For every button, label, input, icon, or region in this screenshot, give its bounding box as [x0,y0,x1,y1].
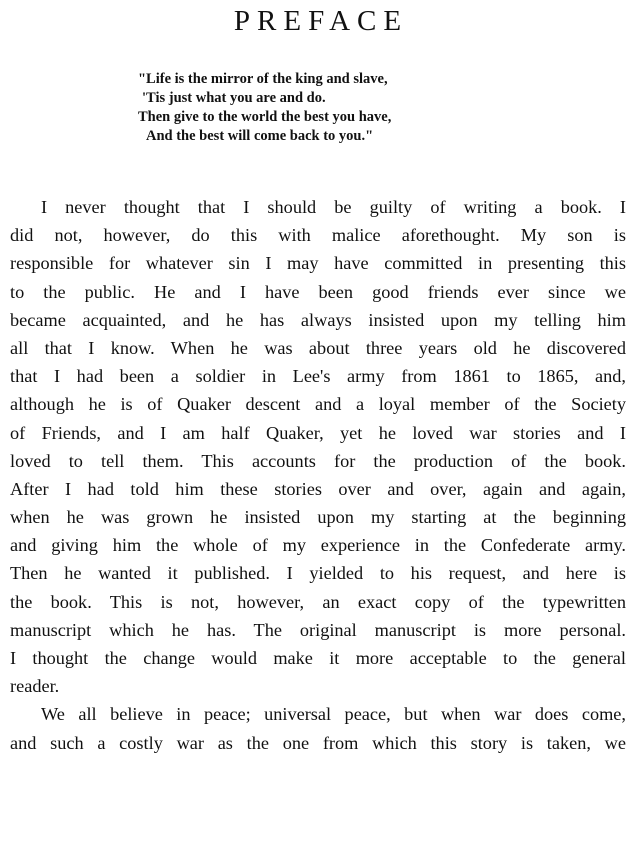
epigraph-line: 'Tis just what you are and do. [142,90,326,106]
text-line: reader. [10,676,60,697]
text-line: I thought the change would make it more acceptable to the general [10,648,626,668]
text-line: loved to tell them. This accounts for the production of the book. [10,450,626,471]
text-line: when he was grown he insisted upon my starting at the beginning [10,507,626,528]
text-line: although he is of Quaker descent and a loyal member of the Society [10,394,626,415]
text-line: of Friends, and I am half Quaker, yet he loved war stories and I [10,422,626,443]
text-line: After I had told him these stories over and over, again and again, [10,478,626,499]
epigraph-line: "Life is the mirror of the king and slave, [138,71,388,87]
text-line: I never thought that I should be guilty of writing a book. I [41,197,626,217]
text-line: did not, however, do this with malice aforethought. My son is [10,225,626,246]
text-line: We all believe in peace; universal peace, but when war does come, [41,704,626,725]
paragraph-1 [10,193,626,700]
preface-body [10,193,626,757]
text-line: responsible for whatever sin I may have committed in presenting this [10,253,626,274]
text-line: all that I know. When he was about three years old he discovered [10,337,626,358]
text-line: manuscript which he has. The original manuscript is more personal. [10,619,626,640]
text-line: that I had been a soldier in Lee's army from 1861 to 1865, and, [10,366,626,387]
text-line: and giving him the whole of my experience in the Confederate army. [10,535,626,556]
text-line: and such a costly war as the one from which this story is taken, we [10,732,626,753]
text-line: Then he wanted it published. I yielded to his request, and here is [10,563,626,584]
text-line: to the public. He and I have been good friends ever since we [10,281,626,302]
text-line: the book. This is not, however, an exact copy of the typewritten [10,591,626,612]
epigraph-line: Then give to the world the best you have, [138,109,392,125]
page-title: PREFACE [233,5,409,37]
text-line: became acquainted, and he has always insisted upon my telling him [10,309,626,330]
epigraph-poem [138,70,538,146]
paragraph-2 [10,700,626,756]
epigraph-line: And the best will come back to you." [146,128,374,144]
